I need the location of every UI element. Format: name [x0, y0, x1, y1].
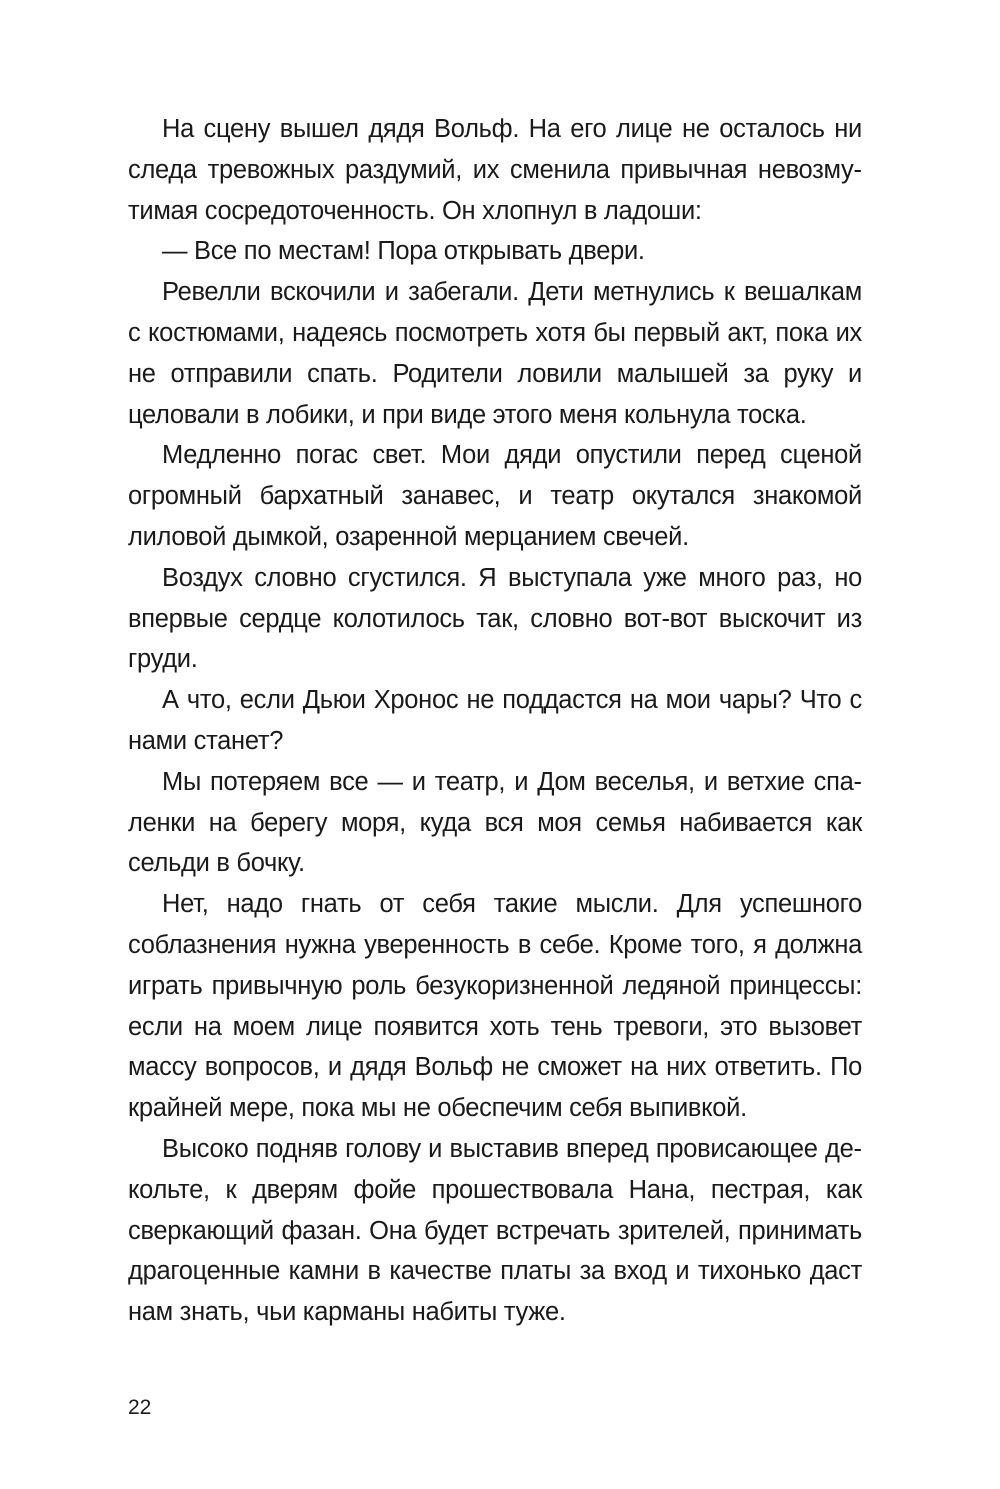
- paragraph-3: Ревелли вскочили и забегали. Дети метнулись к вешалкам с костюмами, надеясь посмотреть хотя бы первый акт, пока их не отправили спать. Родители ловили малышей за руку и целовали в лобики, и при виде этого меня кольнула тоска.: [128, 278, 862, 429]
- paragraph-6: А что, если Дьюи Хронос не поддастся на мои чары? Что с нами станет?: [128, 686, 862, 755]
- paragraph-9: Высоко подняв голову и выставив вперед провисающее декольте, к дверям фойе прошествовала Нана, пестрая, как сверкающий фазан. Она будет встречать зрителей, принимать драгоценные камни в качестве платы за вход и тихонько даст нам знать, чьи карманы набиты туже.: [128, 1134, 862, 1327]
- body-text: [128, 109, 862, 1333]
- paragraph-1: На сцену вышел дядя Вольф. На его лице не осталось ни следа тревожных раздумий, их сменила привычная невозмутимая сосредоточенность. Он хлопнул в ладоши:: [128, 115, 862, 225]
- paragraph-2: — Все по местам! Пора открывать двери.: [162, 237, 645, 266]
- page-number: 22: [128, 1396, 152, 1419]
- paragraph-5: Воздух словно сгустился. Я выступала уже много раз, но впервые сердце колотилось так, словно вот-вот выскочит из груди.: [128, 563, 862, 674]
- paragraph-7: Мы потеряем все — и театр, и Дом веселья, и ветхие спаленки на берегу моря, куда вся моя семья набивается как сельди в бочку.: [128, 767, 862, 878]
- paragraph-8: Нет, надо гнать от себя такие мысли. Для успешного соблазнения нужна уверенность в себе. Кроме того, я должна играть привычную роль безукоризненной ледяной принцессы: если на моем лице появится хоть тень тревоги, это вызовет массу вопросов, и дядя Вольф не сможет на них ответить. По крайней мере, пока мы не обеспечим себя выпивкой.: [128, 890, 862, 1123]
- paragraph-4: Медленно погас свет. Мои дяди опустили перед сценой огромный бархатный занавес, и театр окутался знакомой лиловой дымкой, озаренной мерцанием свечей.: [128, 441, 862, 551]
